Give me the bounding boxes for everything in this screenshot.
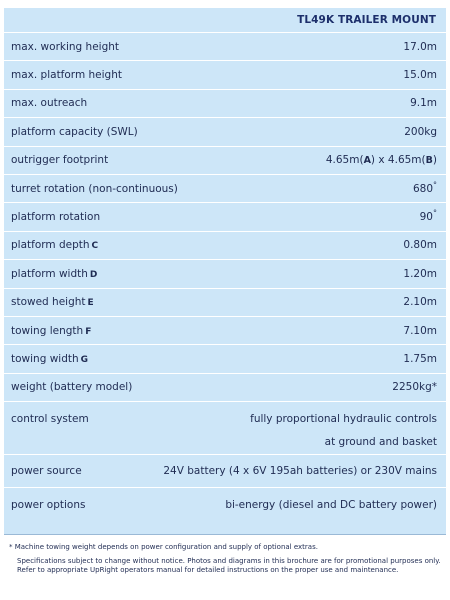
spec-row-max-outreach (4, 90, 446, 118)
dimension-code: D (89, 269, 98, 280)
footprint-width: 4.65m (387, 154, 422, 167)
spec-label: platform capacity (SWL) (11, 125, 138, 138)
spec-value: 0.80m (403, 239, 437, 252)
spec-value: 9.1m (410, 97, 437, 110)
spec-value: 17.0m (403, 40, 437, 53)
rotation-value: 680 (412, 182, 433, 195)
table-header (4, 8, 446, 33)
spec-value: 7.10m (403, 324, 437, 337)
spec-value-line1: fully proportional hydraulic controls (250, 413, 437, 426)
spec-value: bi-energy (diesel and DC battery power) (225, 498, 437, 511)
spec-label: outrigger footprint (11, 154, 109, 167)
footnotes (9, 543, 445, 575)
spec-value: 4.65m(A) x 4.65m(B) (325, 154, 437, 167)
spec-label: turret rotation (non-continuous) (11, 182, 178, 195)
spec-label (11, 239, 98, 251)
spec-table (4, 8, 446, 535)
footnote-asterisk: * Machine towing weight depends on power configuration and supply of optional extras. (9, 543, 318, 551)
dimension-code: A (363, 155, 371, 167)
spec-row-power-options (4, 488, 446, 521)
footprint-separator: x (375, 154, 388, 167)
spec-label: max. working height (11, 40, 120, 53)
spec-label: power options (11, 498, 86, 511)
dimension-code: C (91, 241, 99, 252)
spec-label (11, 353, 88, 365)
spec-row-weight (4, 374, 446, 402)
dimension-code: E (87, 298, 94, 309)
spec-row-outrigger-footprint (4, 147, 446, 175)
spec-label-text: towing width (11, 352, 79, 365)
dimension-code: F (85, 326, 92, 337)
spec-value-line2: at ground and basket (324, 436, 437, 449)
spec-row-platform-depth (4, 232, 446, 260)
spec-value: 1.75m (403, 352, 437, 365)
spec-label: max. outreach (11, 97, 88, 110)
rotation-value: 90 (419, 211, 433, 224)
spec-label-text: stowed height (11, 296, 86, 309)
spec-label-text: towing length (11, 324, 84, 337)
spec-value: 200kg (404, 125, 437, 138)
spec-row-stowed-height (4, 289, 446, 317)
spec-label: max. platform height (11, 69, 122, 82)
spec-value: 2250kg* (392, 381, 437, 394)
spec-label: weight (battery model) (11, 381, 133, 394)
degree-unit: ° (433, 180, 437, 190)
model-title: TL49K TRAILER MOUNT (297, 14, 436, 26)
disclaimer-line-2: Refer to appropriate UpRight operators manual for detailed instructions on the proper use and maintenance. (17, 566, 399, 574)
spec-row-turret-rotation (4, 175, 446, 203)
spec-row-platform-rotation (4, 203, 446, 231)
spec-row-platform-width (4, 260, 446, 288)
spec-label (11, 268, 97, 280)
spec-value: 15.0m (403, 69, 437, 82)
spec-row-max-working-height (4, 33, 446, 61)
dimension-code: B (425, 155, 433, 167)
spec-row-control-system (4, 402, 446, 455)
spec-row-max-platform-height (4, 61, 446, 89)
degree-unit: ° (433, 208, 437, 218)
spec-label (11, 296, 94, 308)
spec-label-text: platform depth (11, 239, 90, 252)
spec-label: power source (11, 465, 82, 478)
spec-label (11, 325, 91, 337)
spec-row-towing-length (4, 317, 446, 345)
footprint-length: 4.65m (325, 154, 360, 167)
dimension-code: G (80, 354, 89, 365)
spec-value (419, 208, 437, 224)
spec-value: 24V battery (4 x 6V 195ah batteries) or 230V mains (163, 465, 437, 478)
spec-row-power-source (4, 455, 446, 488)
spec-label: platform rotation (11, 211, 101, 224)
spec-value: 1.20m (403, 267, 437, 280)
disclaimer-line-1: Specifications subject to change without notice. Photos and diagrams in this brochure are for promotional purposes only. (17, 557, 441, 565)
spec-value (412, 180, 437, 195)
spec-row-towing-width (4, 345, 446, 373)
spec-label-text: platform width (11, 267, 88, 280)
spec-label: control system (11, 413, 89, 426)
spec-value: 2.10m (403, 296, 437, 309)
spec-row-platform-capacity (4, 118, 446, 146)
